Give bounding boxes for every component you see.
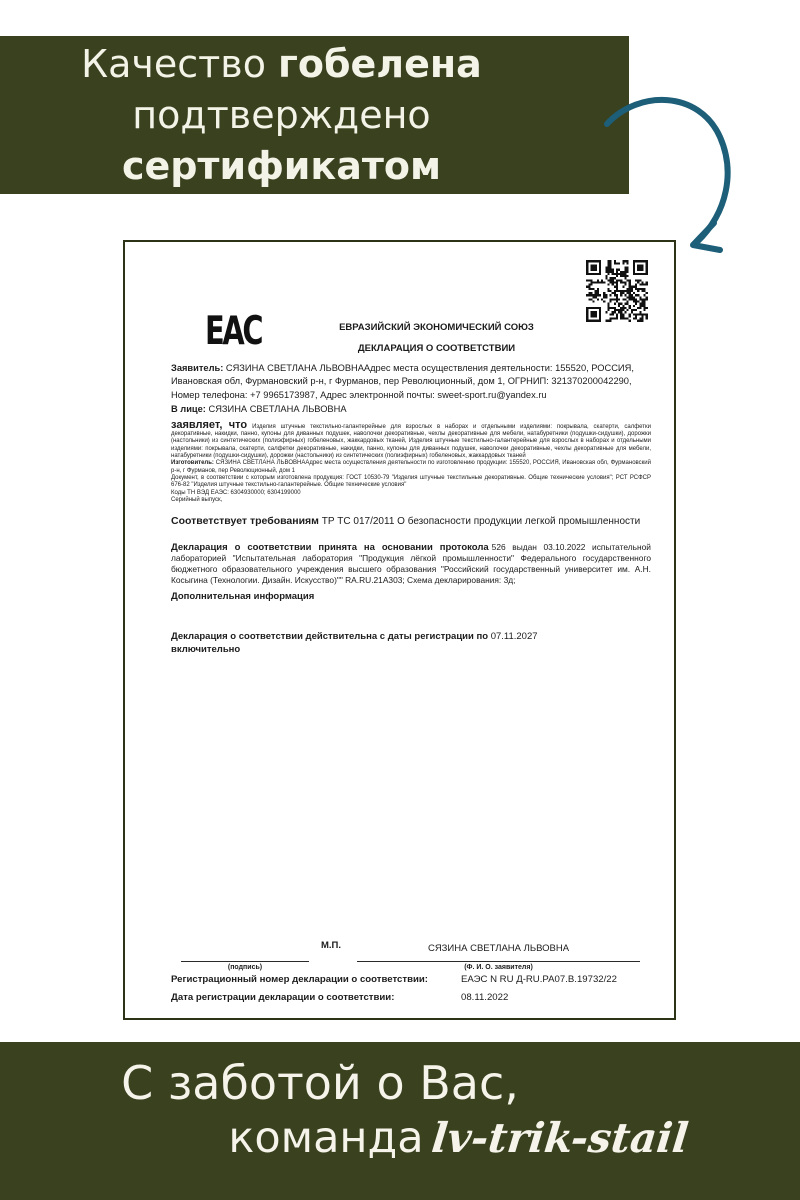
applicant-label: Заявитель: [171,363,224,373]
care-line: С заботой о Вас, [121,1056,519,1110]
registration-number-value: ЕАЭС N RU Д-RU.РА07.В.19732/22 [461,974,617,985]
team-word: команда [228,1113,424,1163]
union-title: ЕВРАЗИЙСКИЙ ЭКОНОМИЧЕСКИЙ СОЮЗ [339,322,534,333]
basis-label: Декларация о соответствии принята на основании протокола [171,541,489,553]
tnved-codes-line: Коды ТН ВЭД ЕАЭС: 6304930000; 6304199000 [171,489,301,496]
banner-line-2: подтверждено [132,92,431,137]
basis-text: 526 выдан 03.10.2022 испытательной лабораторией "Испытательная лаборатория "Продукция лёгкой промышленности" Федерального государственного бюджетного образовательного учреждения высшего образования "Российский государственный университет им. А.Н. Косыгина (Технологии. Дизайн. Искусство)"" RA.RU.21А303; Схема декларирования: 3д; [171,541,651,585]
certificate-titles [215,322,658,354]
certificate-document [123,240,676,1020]
in-person-text: СЯЗИНА СВЕТЛАНА ЛЬВОВНА [205,403,347,414]
validity-suffix: включительно [171,644,241,656]
registration-date-label: Дата регистрации декларации о соответствии: [171,992,395,1003]
complies-label: Соответствует требованиям [171,515,319,528]
declares-paragraph [171,418,652,460]
validity-paragraph [171,630,651,657]
manufacturer-text: СЯЗИНА СВЕТЛАНА ЛЬВОВНААдрес места осуществления деятельности по изготовлению продукции: 155520, РОССИЯ, Ивановская обл, Фурмановский р-н, г Фурманов, пер Революционный, дом 1 [171,460,651,474]
complies-paragraph [171,515,651,529]
registration-date-value: 08.11.2022 [461,992,509,1003]
signature-caption: (подпись) [227,964,263,971]
qr-code-icon [584,258,650,324]
name-line [357,961,640,962]
declaration-title: ДЕКЛАРАЦИЯ О СООТВЕТСТВИИ [357,343,516,354]
document-paragraph: Документ, в соответствии с которым изготовлена продукция: ГОСТ 10530-79 "Изделия штучные текстильные декоративные. Общие технические условия"; РСТ РСФСР 676-82 "Изделия штучные текстильно-галантерейные. Общие технические условия" [171,474,651,489]
certificate-body [171,362,651,657]
banner-line-3: сертификатом [121,143,442,188]
additional-info-label: Дополнительная информация [171,590,315,602]
registration-number-label: Регистрационный номер декларации о соответствии: [171,974,428,985]
name-caption: (Ф. И. О. заявителя) [464,964,533,971]
in-person-line [171,404,651,414]
basis-paragraph [171,542,651,586]
declares-label: заявляет, что [171,418,248,431]
stamp-place-label: М.П. [321,940,342,951]
complies-text: ТР ТС 017/2011 О безопасности продукции легкой промышленности [318,516,641,528]
signatory-name: СЯЗИНА СВЕТЛАНА ЛЬВОВНА [427,943,570,954]
bottom-banner [0,1042,800,1200]
banner-line-1-normal: Качество [81,41,279,86]
eac-logo: ЕАС [205,308,262,354]
banner-line-1 [81,39,482,90]
manufacturer-paragraph [171,460,651,475]
serial-release-line: Серийный выпуск, [171,496,223,503]
manufacturer-label: Изготовитель: [171,460,214,467]
in-person-label: В лице: [171,403,206,414]
validity-date: 07.11.2027 [490,630,538,642]
applicant-text: СЯЗИНА СВЕТЛАНА ЛЬВОВНААдрес места осуществления деятельности: 155520, РОССИЯ, Ивановская обл, Фурмановский р-н, г Фурманов, пер Революционный, дом 1, ОГРНИП: 321370200042290, Номер телефона: +7 9965173987, Адрес электронной почты: sweet-sport.ru@yandex.ru [171,363,634,400]
top-banner [0,36,629,194]
curved-down-arrow-icon [602,92,747,257]
team-line [58,1112,800,1164]
declares-text: Изделия штучные текстильно-галантерейные для взрослых в наборах и отдельными изделиями: покрывала, скатерти, салфетки декоративные, накидки, панно, купоны для диванных подушек, наволочки декоративные, чехлы декоративные для мебели, натабуретники (подушки-сидушки), дорожки (настольники) из синтетических (полиэфирных) гобеленовых, жаккардовых тканей, Изделия штучные текстильно-галантерейные для взрослых в наборах и отдельными изделиями: покрывала, скатерти, салфетки декоративные, накидки, панно, купоны для диванных подушек, наволочки декоративные, чехлы декоративные для мебели, натабуретники (подушки-сидушки), дорожки (настольники) из синтетических (полиэфирных) гобеленовых, жаккардовых тканей [171,423,652,460]
applicant-paragraph [171,362,651,402]
signature-line [181,961,309,962]
banner-line-1-bold: гобелена [278,41,482,86]
brand-name: lv-trik-stail [429,1114,691,1162]
validity-label: Декларация о соответствии действительна с даты регистрации по [171,630,489,642]
